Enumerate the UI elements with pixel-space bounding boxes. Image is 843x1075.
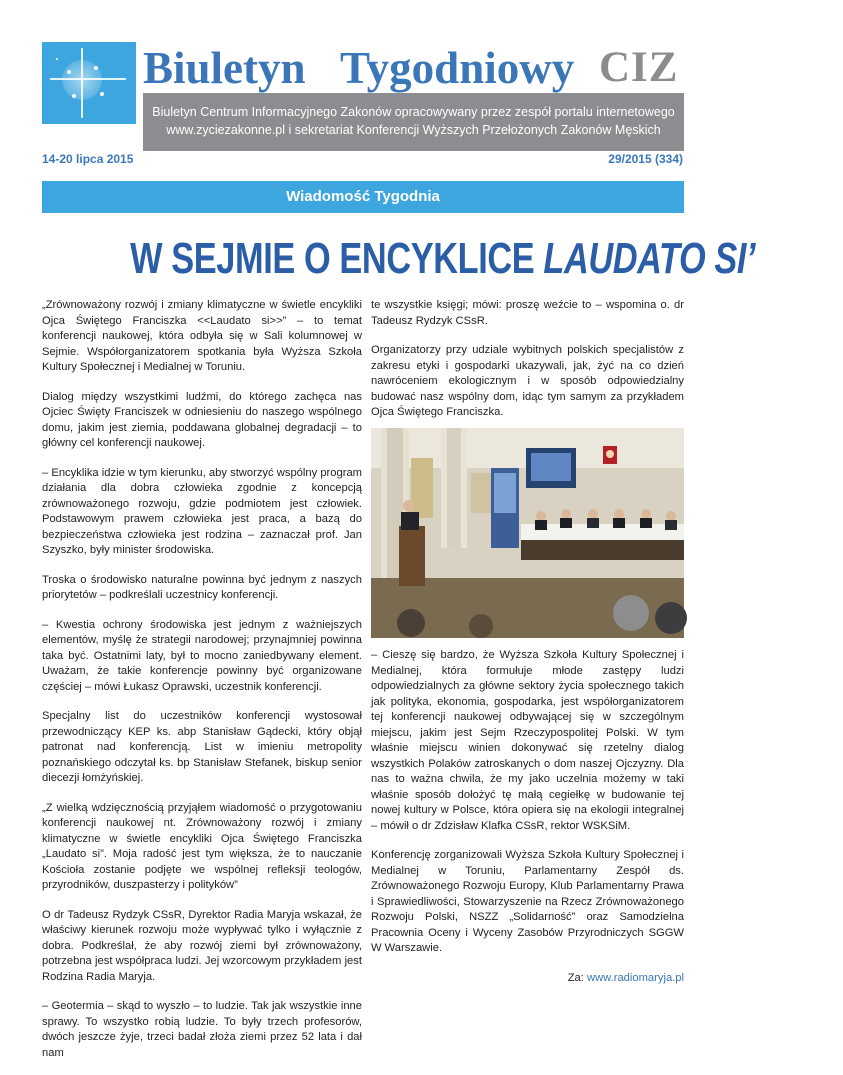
paragraph: Konferencję zorganizowali Wyższa Szkoła Kultury Społecznej i Medialnej w Toruniu, Parlamentarny Zespół ds. Zrównoważonego Rozwoju Europy, Klub Parlamentarny Prawa i Sprawiedliwości, Stowarzyszenie na Rzecz Zrównoważonego Rozwoju Polski, NSZZ „Solidarność” oraz Samodzielna Pracownia Oceny i Wyceny Zasobów Przyrodniczych SGGW W Warszawie. [371,849,684,954]
masthead-word2: Tygodniowy [340,43,575,93]
headline-italic: LAUDATO SI’ [543,234,756,283]
article-column-left [42,298,362,1075]
issue-date: 14-20 lipca 2015 [42,152,134,166]
cross-logo-icon [42,42,136,124]
section-label: Wiadomość Tygodnia [42,181,684,213]
paragraph: Specjalny list do uczestników konferencji wystosował przewodniczący KEP ks. abp Stanisław Gądecki, który objął patronat nad konferencją. List w imieniu metropolity poznańskiego odczytał ks. bp Stanisław Stefanek, biskup senior diecezji łomżyńskiej. [42,710,362,784]
issue-number: 29/2015 (334) [608,152,683,166]
source-prefix: Za: [567,971,587,984]
paragraph: O dr Tadeusz Rydzyk CSsR, Dyrektor Radia Maryja wskazał, że właściwy kierunek rozwoju może wypływać tylko i wyłącznie z dobra. Podkreślał, że aby rozwój ziemi był zrównoważony, potrzebna jest współpraca ludzi. Jej wzorcowym przykładem jest Rodzina Radia Maryja. [42,908,362,983]
paragraph: – Geotermia – skąd to wyszło – to ludzie. Tak jak wszystkie inne sprawy. To wszystko robią ludzie. To były trzech profesorów, dwóch jeszcze żyje, trzeci badał złoża ziemi przez 52 lata i dał nam [42,1000,362,1059]
paragraph: Organizatorzy przy udziale wybitnych polskich specjalistów z zakresu etyki i gospodarki ukazywali, jak, żyć na co dzień nawróceniem ekologicznym i w sposób odpowiedzialny budować nasz wspólny dom, idąc tym samym za przykładem Ojca Świętego Franciszka. [371,344,684,418]
masthead-title [143,44,684,92]
article-column-right-top [371,298,684,435]
masthead-subtitle-bar [143,93,684,151]
paragraph: – Kwestia ochrony środowiska jest jednym z ważniejszych elementów, myślę że strategii narodowej; przynajmniej powinna taka być. Ostatnimi laty, był to mocno zaniedbywany element. Uważam, że takie konferencje powinny być organizowane częściej – mówi Łukasz Oprawski, uczestnik konferencji. [42,618,362,693]
paragraph: te wszystkie księgi; mówi: proszę weźcie to – wspomina o. dr Tadeusz Rydzyk CSsR. [371,299,684,327]
subtitle-line-2: www.zyciezakonne.pl i sekretariat Konferencji Wyższych Przełożonych Zakonów Męskich [166,123,661,137]
paragraph: – Encyklika idzie w tym kierunku, aby stworzyć wspólny program działania dla dobra człowieka zgodnie z koncepcją zrównoważonego rozwoju, gdzie podmiotem jest człowiek. Podstawowym prawem człowieka jest praca, a bazą do bezpieczeństwa człowieka jest rodzina – zaznaczał prof. Jan Szyszko, były minister środowiska. [42,466,362,556]
subtitle-line-1: Biuletyn Centrum Informacyjnego Zakonów opracowywany przez zespół portalu internetowego [152,105,675,119]
masthead-abbr: CIZ [599,44,679,91]
source-link[interactable]: www.radiomaryja.pl [587,971,684,984]
paragraph: – Cieszę się bardzo, że Wyższa Szkoła Kultury Społecznej i Medialnej, która formułuje młode zastępy ludzi odpowiedzialnych za główne sektory życia społecznego takich jak polityka, ekonomia, gospodarka, jest współorganizatorem tej konferencji naukowej odbywającej się w szczególnym miejscu, jakim jest Sejm Rzeczypospolitej Polski. W tym właśnie miejscu winien dokonywać się rzetelny dialog wszystkich Polaków zatroskanych o dom naszej Ojczyzny. Dla nas to ważna chwila, że my jako uczelnia możemy w taki właśnie sposób dołożyć tę małą cegiełkę w budowanie tej nowej kultury w Polsce, która opiera się na ekologii integralnej – mówił o dr Zdzisław Klafka CSsR, rektor WSKSiM. [371,649,684,832]
article-column-right-bottom [371,648,684,1000]
paragraph: „Z wielką wdzięcznością przyjąłem wiadomość o przygotowaniu konferencji naukowej nt. Zrównoważony rozwój i zmiany klimatyczne w świetle encykliki Ojca Świętego Franciszka „Laudato si”. Moja radość jest tym większa, że to nauczanie Kościoła zostanie podjęte we wspólnej refleksji teologów, przyrodników, duszpasterzy i polityków” [42,801,362,891]
headline-main: W SEJMIE O ENCYKLICE [130,234,544,283]
headline [42,228,756,290]
paragraph: Dialog między wszystkimi ludźmi, do którego zachęca nas Ojciec Święty Franciszek w odniesieniu do naszego wspólnego domu, jakim jest ziemia, poddawana globalnej degradacji – to główny cel konferencji naukowej. [42,390,362,449]
paragraph: Troska o środowisko naturalne powinna być jednym z naszych priorytetów – podkreślali uczestnicy konferencji. [42,573,362,601]
source-line [371,971,684,987]
paragraph: „Zrównoważony rozwój i zmiany klimatyczne w świetle encykliki Ojca Świętego Franciszka <<Laudato si>>” – to temat konferencji naukowej, która odbyła się w Sali kolumnowej w Sejmie. Współorganizatorem spotkania była Wyższa Szkoła Kultury Społecznej i Medialnej w Toruniu. [42,299,362,373]
masthead-word1: Biuletyn [143,43,306,93]
conference-photo [371,428,684,638]
